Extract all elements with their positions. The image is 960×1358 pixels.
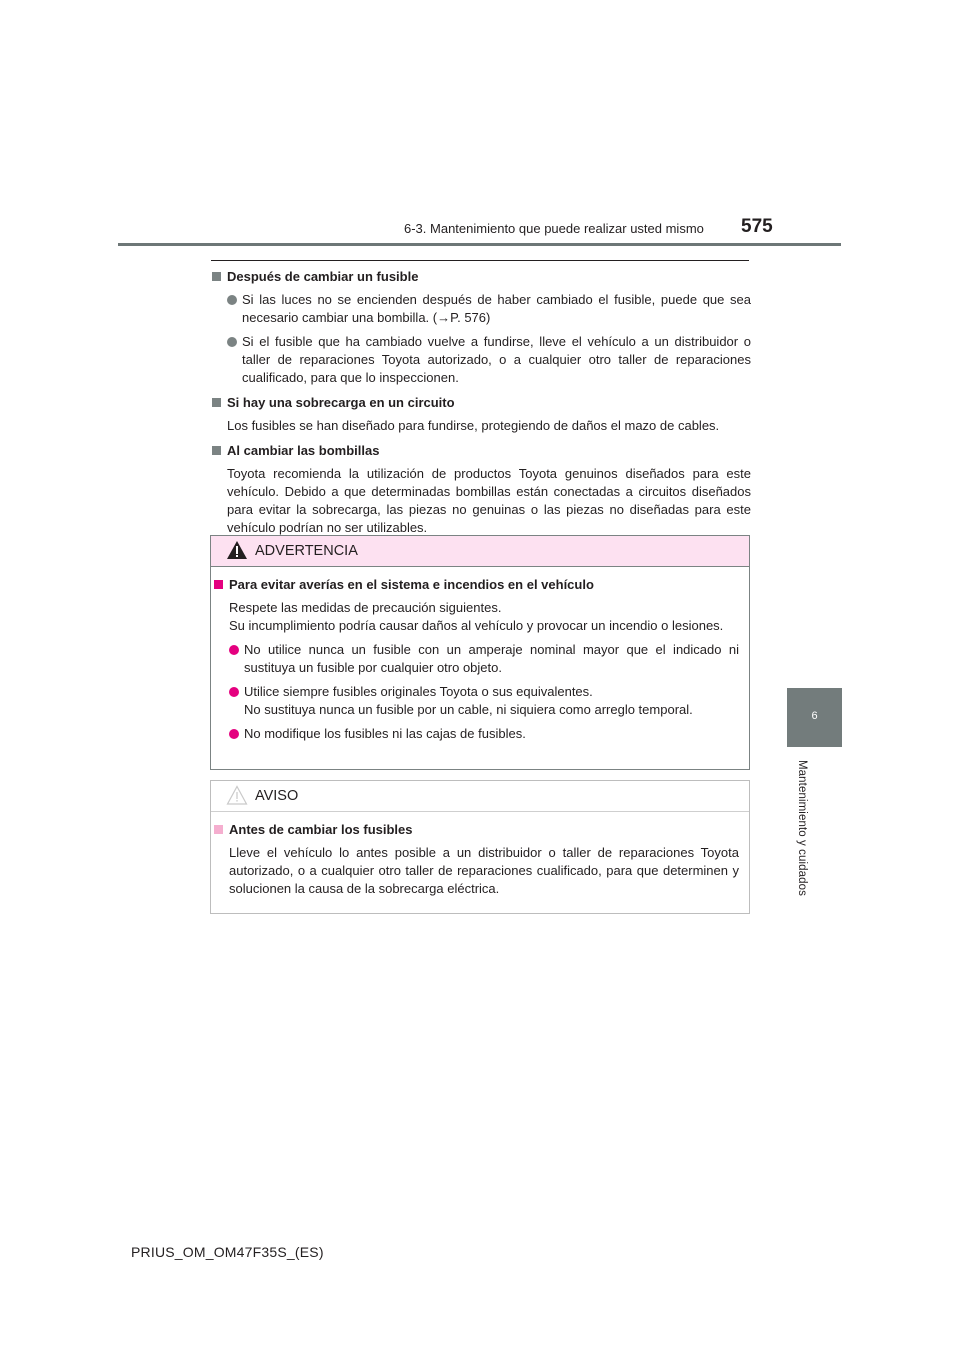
section-heading: Si hay una sobrecarga en un circuito bbox=[211, 394, 751, 412]
section-text: Los fusibles se han diseñado para fundirse, protegiendo de daños el mazo de cables. bbox=[227, 418, 720, 433]
content-divider bbox=[211, 260, 749, 261]
square-bullet-icon bbox=[214, 580, 223, 589]
square-bullet-icon bbox=[212, 398, 221, 407]
warning-header bbox=[211, 536, 749, 567]
circle-bullet-icon bbox=[229, 687, 239, 697]
warning-heading: Para evitar averías en el sistema e incendios en el vehículo bbox=[213, 576, 739, 594]
main-content bbox=[211, 268, 751, 544]
square-bullet-icon bbox=[212, 446, 221, 455]
section-heading: Después de cambiar un fusible bbox=[211, 268, 751, 286]
notice-heading: Antes de cambiar los fusibles bbox=[213, 821, 739, 839]
circle-bullet-icon bbox=[229, 729, 239, 739]
section-heading: Al cambiar las bombillas bbox=[211, 442, 751, 460]
section-text: Toyota recomienda la utilización de productos Toyota genuinos diseñados para este vehículo. Debido a que determinadas bombillas están conectadas a circuitos diseñados para evitar la sobrecarga, las piezas no genuinas o las piezas no diseñadas para este vehículo podrían no ser utilizables. bbox=[227, 466, 751, 535]
caution-triangle-icon bbox=[226, 785, 248, 805]
section-title: 6-3. Mantenimiento que puede realizar usted mismo bbox=[404, 221, 704, 236]
warning-title: ADVERTENCIA bbox=[255, 543, 358, 559]
warning-bullet: No utilice nunca un fusible con un amperaje nominal mayor que el indicado ni sustituya un fusible por cualquier otro objeto. bbox=[213, 641, 739, 677]
circle-bullet-icon bbox=[227, 295, 237, 305]
notice-body bbox=[211, 812, 749, 898]
chapter-title: Mantenimiento y cuidados bbox=[796, 760, 808, 897]
warning-body bbox=[211, 567, 749, 743]
chapter-number: 6 bbox=[811, 710, 818, 722]
notice-title: AVISO bbox=[255, 788, 299, 804]
page-number: 575 bbox=[741, 216, 773, 237]
bullet-item: Si el fusible que ha cambiado vuelve a fundirse, lleve el vehículo a un distribuidor o taller de reparaciones Toyota autorizado, o a cualquier otro taller de reparaciones cualificado, para que lo inspeccionen. bbox=[211, 333, 751, 387]
warning-box bbox=[210, 535, 750, 770]
square-bullet-icon bbox=[214, 825, 223, 834]
circle-bullet-icon bbox=[227, 337, 237, 347]
bullet-item: Si las luces no se encienden después de haber cambiado el fusible, puede que sea necesario cambiar una bombilla. (→P. 576) bbox=[211, 291, 751, 327]
warning-bullet: Utilice siempre fusibles originales Toyota o sus equivalentes. No sustituya nunca un fusible por un cable, ni siquiera como arreglo temporal. bbox=[213, 683, 739, 719]
warning-bullet: No modifique los fusibles ni las cajas de fusibles. bbox=[213, 725, 739, 743]
warning-triangle-icon bbox=[226, 540, 248, 560]
warning-intro: Respete las medidas de precaución siguientes. Su incumplimiento podría causar daños al vehículo y provocar un incendio o lesiones. bbox=[229, 600, 724, 633]
notice-text: Lleve el vehículo lo antes posible a un distribuidor o taller de reparaciones Toyota autorizado, o a cualquier otro taller de reparaciones cualificado, para que determinen y solucionen la causa de la sobrecarga eléctrica. bbox=[229, 845, 739, 896]
square-bullet-icon bbox=[212, 272, 221, 281]
circle-bullet-icon bbox=[229, 645, 239, 655]
header-divider bbox=[118, 243, 841, 246]
notice-box bbox=[210, 780, 750, 914]
document-code: PRIUS_OM_OM47F35S_(ES) bbox=[131, 1244, 324, 1260]
notice-header bbox=[211, 781, 749, 812]
